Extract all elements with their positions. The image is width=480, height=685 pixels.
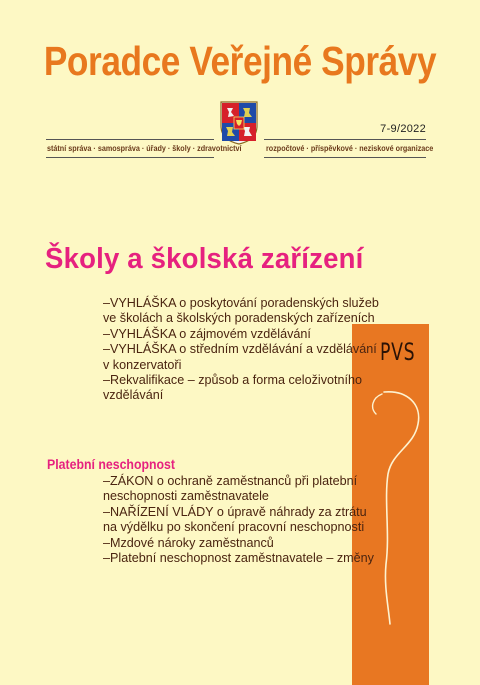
list-item: v konzervatoři [103,357,182,372]
list-item: –VYHLÁŠKA o středním vzdělávání a vzdělávání [103,342,377,357]
list-item: neschopnosti zaměstnavatele [103,489,269,504]
tagline-right: rozpočtové · příspěvkové · neziskové organizace [266,143,434,153]
section-title: Platební neschopnost [47,457,176,472]
list-item: –NAŘÍZENÍ VLÁDY o úpravě náhrady za ztrátu [103,504,367,519]
list-item: –Rekvalifikace – způsob a forma celoživotního [103,373,363,388]
cover-title: Školy a školská zařízení [45,243,364,275]
masthead-title: Poradce Veřejné Správy [43,38,437,84]
list-item: –Platební neschopnost zaměstnavatele – změny [103,551,374,566]
tagline-left: státní správa · samospráva · úřady · školy · zdravotnictví [47,143,242,153]
list-item: –Mzdové nároky zaměstnanců [103,535,274,550]
list-item: ve školách a školských poradenských zařízeních [103,311,375,326]
article-list [103,296,385,404]
list-item: –VYHLÁŠKA o poskytování poradenských služeb [103,296,379,310]
divider [46,157,214,158]
list-item: –ZÁKON o ochraně zaměstnanců při platební [103,474,358,488]
divider [264,139,426,140]
list-item: vzdělávání [103,388,164,403]
divider [46,139,214,140]
article-list [103,474,385,566]
pvs-logo: PVS [380,338,416,366]
list-item: –VYHLÁŠKA o zájmovém vzdělávání [103,326,311,341]
divider [264,157,426,158]
list-item: na výdělku po skončení pracovní neschopnosti [103,520,365,535]
czech-coat-of-arms-icon [219,100,259,146]
issue-number: 7-9/2022 [380,123,426,135]
